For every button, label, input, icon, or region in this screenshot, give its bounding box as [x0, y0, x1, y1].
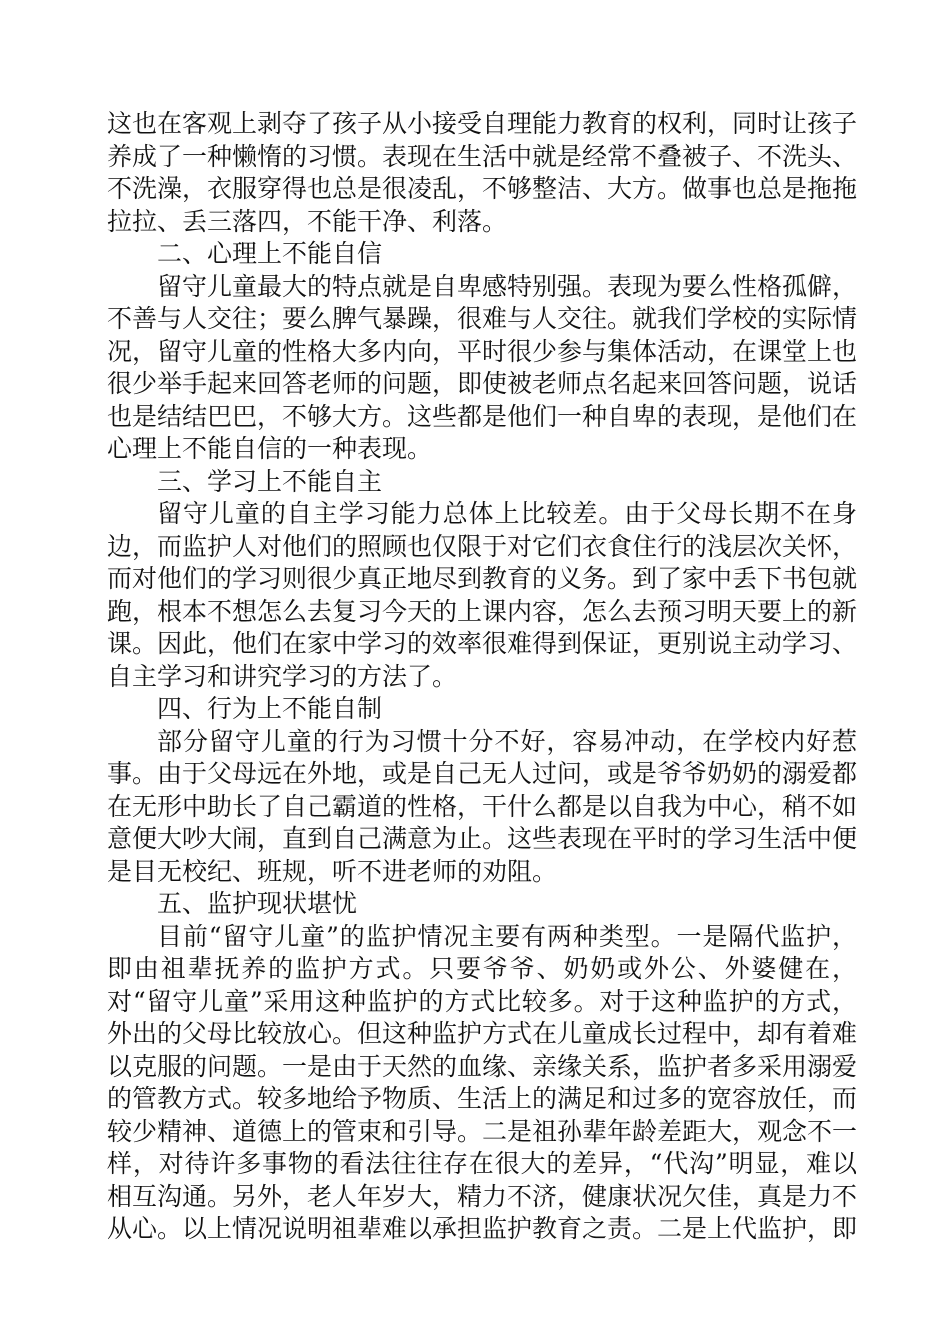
section-heading-behavior: 四、行为上不能自制: [157, 694, 383, 723]
paragraph-study: 留守儿童的自主学习能力总体上比较差。由于父母长期不在身边，而监护人对他们的照顾也仅限于对它们衣食住行的浅层次关怀，而对他们的学习则很少真正地尽到教育的义务。到了家中丢下书包就跑，根本不想怎么去复习今天的上课内容，怎么去预习明天要上的新课。因此，他们在家中学习的效率很难得到保证，更别说主动学习、自主学习和讲究学习的方法了。: [107, 499, 858, 691]
paragraph-continued: 这也在客观上剥夺了孩子从小接受自理能力教育的权利，同时让孩子养成了一种懒惰的习惯。表现在生活中就是经常不叠被子、不洗头、不洗澡，衣服穿得也总是很凌乱，不够整洁、大方。做事也总是拖拖拉拉、丢三落四，不能干净、利落。: [107, 109, 858, 236]
document-body: [107, 108, 857, 1246]
section-heading-psychology: 二、心理上不能自信: [157, 239, 383, 268]
section-heading-guardianship: 五、监护现状堪忧: [157, 889, 358, 918]
paragraph-guardianship: 目前“留守儿童”的监护情况主要有两种类型。一是隔代监护，即由祖辈抚养的监护方式。只要爷爷、奶奶或外公、外婆健在，对“留守儿童”采用这种监护的方式比较多。对于这种监护的方式，外出的父母比较放心。但这种监护方式在儿童成长过程中，却有着难以克服的问题。一是由于天然的血缘、亲缘关系，监护者多采用溺爱的管教方式。较多地给予物质、生活上的满足和过多的宽容放任，而较少精神、道德上的管束和引导。二是祖孙辈年龄差距大，观念不一样，对待许多事物的看法往往存在很大的差异，“代沟”明显，难以相互沟通。另外，老人年岁大，精力不济，健康状况欠佳，真是力不从心。以上情况说明祖辈难以承担监护教育之责。二是上代监护，即: [107, 921, 858, 1243]
paragraph-psychology: 留守儿童最大的特点就是自卑感特别强。表现为要么性格孤僻，不善与人交往；要么脾气暴躁，很难与人交往。就我们学校的实际情况，留守儿童的性格大多内向，平时很少参与集体活动，在课堂上也很少举手起来回答老师的问题，即使被老师点名起来回答问题，说话也是结结巴巴，不够大方。这些都是他们一种自卑的表现，是他们在心理上不能自信的一种表现。: [107, 271, 858, 463]
paragraph-behavior: 部分留守儿童的行为习惯十分不好，容易冲动，在学校内好惹事。由于父母远在外地，或是自己无人过问，或是爷爷奶奶的溺爱都在无形中助长了自己霸道的性格，干什么都是以自我为中心，稍不如意便大吵大闹，直到自己满意为止。这些表现在平时的学习生活中便是目无校纪、班规，听不进老师的劝阻。: [107, 726, 858, 886]
section-heading-study: 三、学习上不能自主: [157, 466, 383, 496]
